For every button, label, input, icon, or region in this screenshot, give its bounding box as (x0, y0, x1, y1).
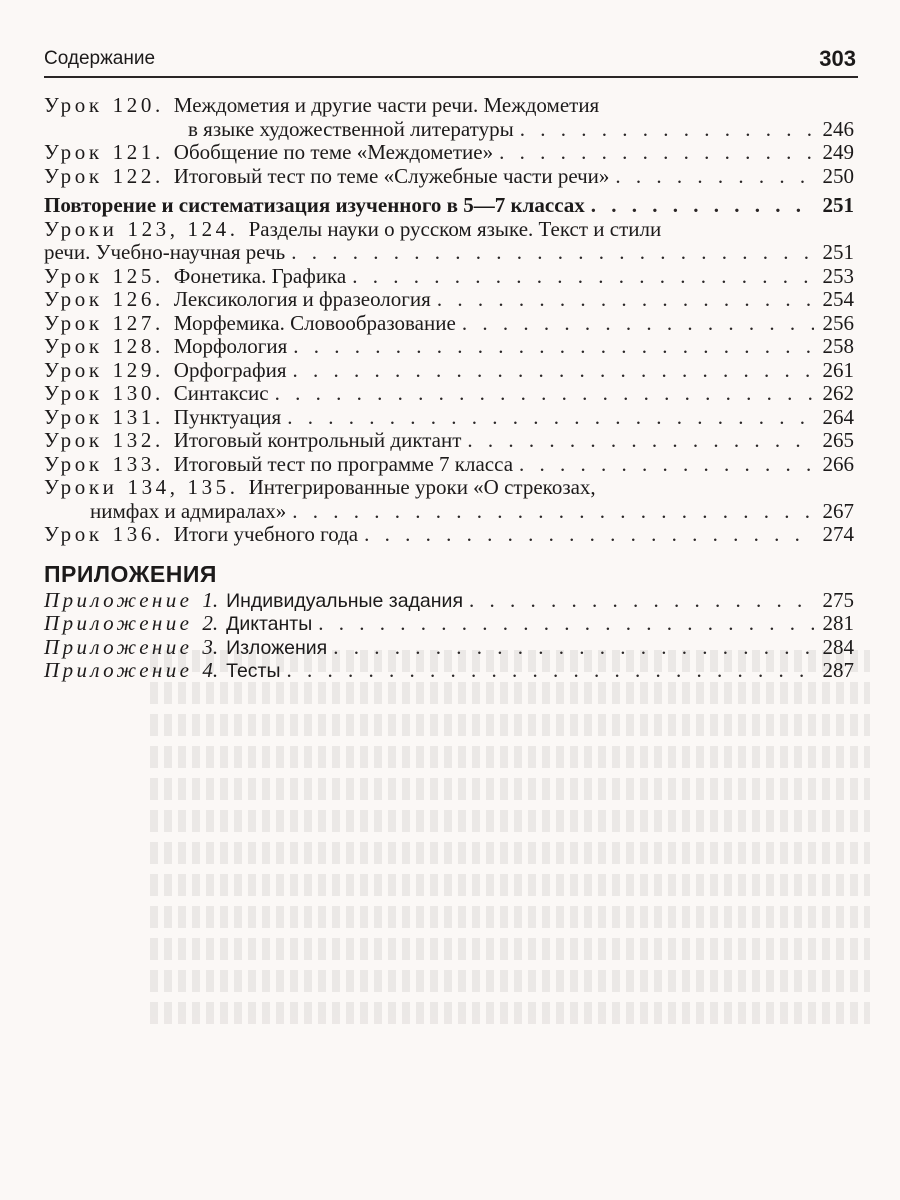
toc-entry-row (44, 429, 854, 453)
dot-leader (615, 165, 814, 189)
dot-leader (467, 429, 814, 453)
page-ref: 254 (822, 287, 854, 311)
lesson-prefix: Урок (44, 522, 103, 546)
lesson-prefix: Урок (44, 381, 103, 405)
lesson-prefix: Уроки (44, 216, 118, 241)
toc-section-row (44, 194, 854, 218)
dot-leader (293, 335, 814, 359)
entry-title: Орфография (173, 357, 287, 382)
dot-leader (286, 659, 814, 683)
entry-title: Итоговый тест по теме «Служебные части речи» (173, 163, 610, 188)
appendix-prefix: Приложение (44, 658, 193, 682)
toc-entry-row (44, 165, 854, 189)
dot-leader (318, 612, 814, 636)
appendix-title: Индивидуальные задания (226, 589, 464, 612)
page-ref: 251 (822, 240, 854, 264)
lesson-number: 121. (112, 140, 164, 164)
appendix-title: Диктанты (226, 613, 313, 635)
page-ref: 251 (822, 193, 854, 217)
page-ref: 274 (822, 522, 854, 546)
lesson-number: 131. (112, 404, 164, 429)
entry-title: Морфология (173, 334, 288, 358)
appendix-prefix: Приложение (44, 611, 193, 635)
lesson-prefix: Урок (44, 140, 103, 164)
page-ref: 256 (822, 310, 854, 335)
lesson-number: 129. (112, 357, 164, 382)
appendix-prefix: Приложение (44, 634, 193, 659)
dot-leader (520, 118, 814, 142)
appendix-number: 3. (202, 634, 219, 659)
entry-title: Разделы науки о русском языке. Текст и стили (248, 216, 662, 241)
appendix-number: 1. (202, 587, 219, 612)
page-ref: 253 (822, 263, 854, 288)
lesson-number: 132. (112, 428, 164, 452)
appendix-row (44, 589, 854, 613)
page-ref: 265 (822, 428, 854, 452)
dot-leader (437, 288, 814, 312)
page-ref: 262 (822, 381, 854, 405)
page-ref: 258 (822, 334, 854, 358)
dot-leader (462, 312, 814, 336)
appendix-row (44, 636, 854, 660)
appendix-prefix: Приложение (44, 587, 193, 612)
appendix-heading: ПРИЛОЖЕНИЯ (44, 560, 217, 587)
dot-leader (275, 382, 814, 406)
lesson-prefix: Урок (44, 163, 103, 188)
entry-title: Морфемика. Словообразование (173, 310, 456, 335)
section-title: Повторение и систематизация изученного в 5—7 классах (44, 193, 585, 217)
toc-entry-row (44, 218, 854, 242)
toc-entry-continuation (44, 241, 854, 265)
dot-leader (499, 141, 814, 165)
dot-leader (519, 453, 814, 477)
dot-leader (333, 636, 814, 660)
lesson-prefix: Урок (44, 263, 103, 288)
toc-entry-row (44, 94, 854, 118)
toc-entry-row (44, 523, 854, 547)
entry-title: Итоговый тест по программе 7 класса (173, 451, 514, 476)
lesson-prefix: Урок (44, 451, 103, 476)
entry-title: Итоги учебного года (173, 522, 359, 546)
page-ref: 246 (822, 116, 854, 141)
toc-entry-row (44, 265, 854, 289)
appendix-number: 2. (202, 611, 219, 635)
header-title: Содержание (44, 48, 156, 69)
lesson-number: 120. (112, 93, 164, 117)
lesson-number: 125. (112, 263, 164, 288)
lesson-number: 130. (112, 381, 164, 405)
entry-title: Междометия и другие части речи. Междометия (173, 93, 600, 117)
toc-entry-row (44, 312, 854, 336)
toc-entry-row (44, 453, 854, 477)
toc-entry-row (44, 141, 854, 165)
entry-title: Пунктуация (173, 404, 282, 429)
page-ref: 266 (822, 451, 854, 476)
entry-title: Синтаксис (173, 381, 269, 405)
lesson-prefix: Урок (44, 93, 103, 117)
toc-entry-row (44, 406, 854, 430)
page-ref: 267 (822, 498, 854, 523)
lesson-prefix: Урок (44, 357, 103, 382)
toc-entry-row (44, 359, 854, 383)
page-number: 303 (819, 46, 856, 71)
dot-leader (291, 241, 814, 265)
lesson-number: 122. (112, 163, 164, 188)
table-of-contents (44, 94, 854, 683)
page-ref: 284 (822, 634, 854, 659)
entry-title: Интегрированные уроки «О стрекозах, (248, 475, 596, 499)
lesson-number: 136. (112, 522, 164, 546)
appendix-row (44, 659, 854, 683)
toc-entry-row (44, 476, 854, 500)
appendix-number: 4. (202, 658, 219, 682)
appendix-title: Тесты (226, 660, 281, 682)
page-ref: 287 (822, 658, 854, 682)
lesson-number: 123, 124. (127, 216, 239, 241)
dot-leader (352, 265, 814, 289)
toc-entry-continuation (44, 500, 854, 524)
bleed-through-text (150, 640, 870, 1140)
toc-entry-row (44, 335, 854, 359)
lesson-number: 133. (112, 451, 164, 476)
dot-leader (292, 500, 814, 524)
lesson-prefix: Урок (44, 404, 103, 429)
toc-entry-row (44, 288, 854, 312)
entry-title: Фонетика. Графика (173, 263, 347, 288)
lesson-prefix: Уроки (44, 475, 118, 499)
entry-title: нимфах и адмиралах» (90, 498, 287, 523)
lesson-number: 127. (112, 310, 164, 335)
lesson-prefix: Урок (44, 334, 103, 358)
page-ref: 281 (822, 611, 854, 635)
entry-title: в языке художественной литературы (188, 116, 514, 141)
page-ref: 261 (822, 357, 854, 382)
appendix-title: Изложения (226, 636, 328, 659)
page-ref: 249 (822, 140, 854, 164)
appendix-row (44, 612, 854, 636)
entry-title: речи. Учебно-научная речь (44, 240, 286, 264)
lesson-prefix: Урок (44, 287, 103, 311)
running-header (44, 46, 858, 78)
lesson-number: 134, 135. (127, 475, 239, 499)
dot-leader (287, 406, 814, 430)
toc-entry-continuation (44, 118, 854, 142)
lesson-number: 128. (112, 334, 164, 358)
page-ref: 264 (822, 404, 854, 429)
dot-leader (293, 359, 814, 383)
dot-leader (469, 589, 814, 613)
lesson-number: 126. (112, 287, 164, 311)
lesson-prefix: Урок (44, 428, 103, 452)
entry-title: Лексикология и фразеология (173, 287, 431, 311)
dot-leader (364, 523, 814, 547)
entry-title: Обобщение по теме «Междометие» (173, 140, 494, 164)
page-ref: 275 (822, 587, 854, 612)
lesson-prefix: Урок (44, 310, 103, 335)
dot-leader (591, 194, 814, 218)
toc-entry-row (44, 382, 854, 406)
page-ref: 250 (822, 163, 854, 188)
entry-title: Итоговый контрольный диктант (173, 428, 462, 452)
